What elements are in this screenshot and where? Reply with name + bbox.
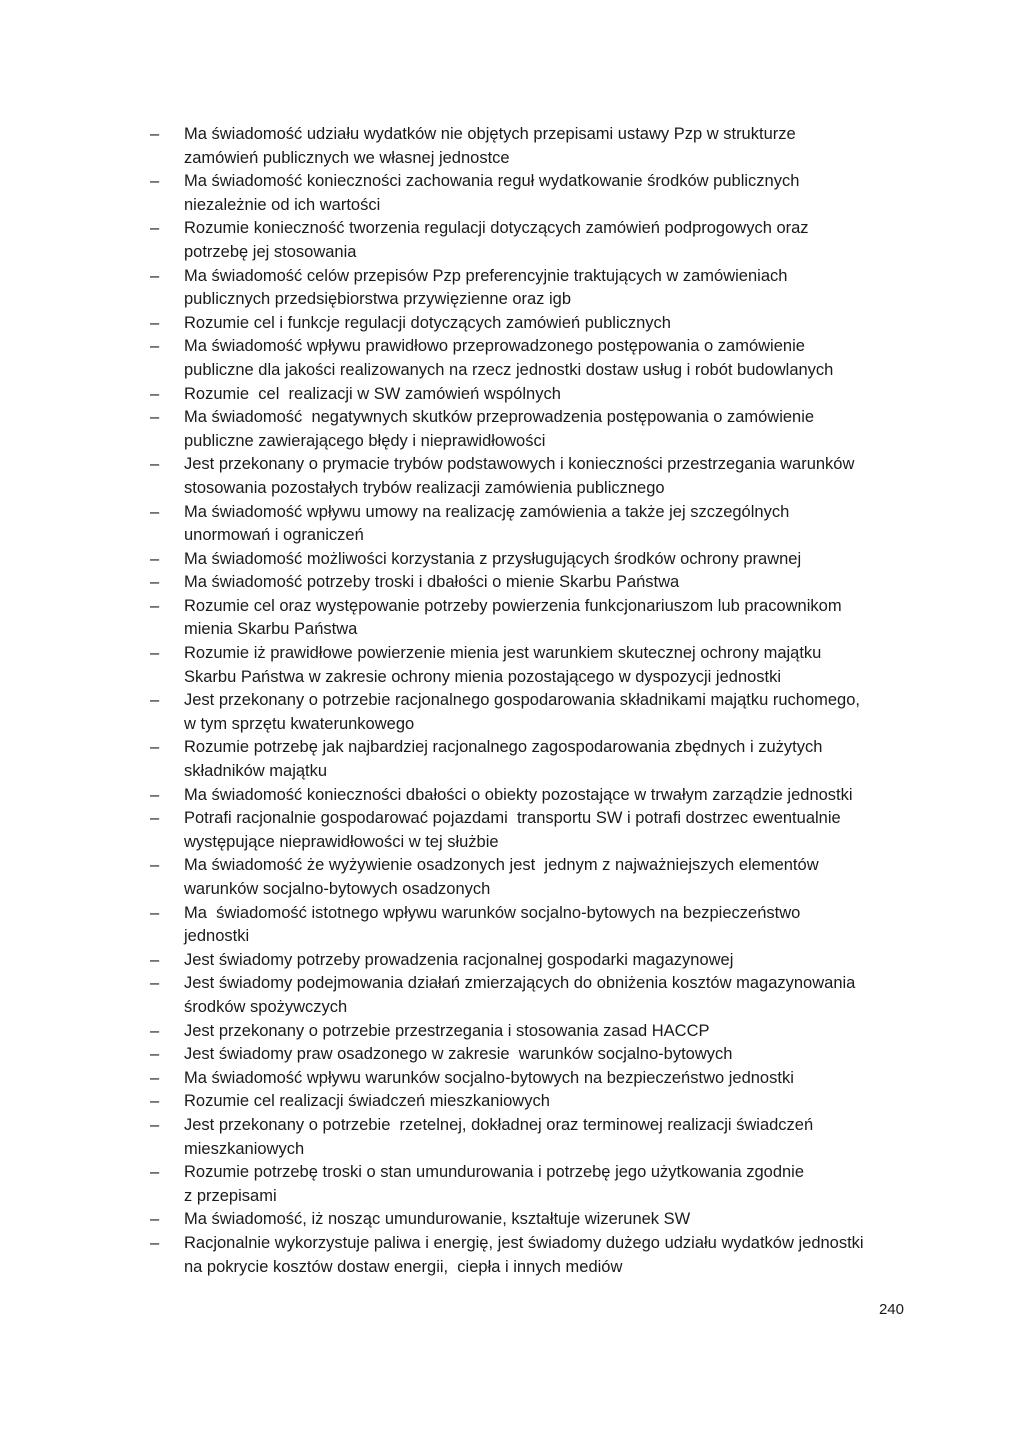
bullet-dash: –: [150, 596, 160, 615]
bullet-dash: –: [150, 903, 160, 922]
list-item-text: Rozumie potrzebę jak najbardziej racjonalnego zagospodarowania zbędnych i zużytych składników majątku: [184, 738, 823, 781]
bullet-dash: –: [150, 1021, 160, 1040]
list-item: [150, 1208, 910, 1232]
list-item-text: Ma świadomość wpływu prawidłowo przeprowadzonego postępowania o zamówienie publiczne dla jakości realizowanych na rzecz jednostki dostaw usług i robót budowlanych: [184, 337, 834, 379]
list-item: [150, 1043, 910, 1067]
bullet-list: [150, 123, 910, 1279]
list-item-text: Ma świadomość możliwości korzystania z przysługujących środków ochrony prawnej: [184, 549, 802, 568]
list-item: [150, 784, 910, 808]
list-item: [150, 453, 910, 500]
list-item-text: Jest przekonany o potrzebie przestrzegania i stosowania zasad HACCP: [184, 1021, 710, 1040]
list-item: [150, 383, 910, 407]
bullet-dash: –: [150, 691, 160, 710]
list-item-text: Potrafi racjonalnie gospodarować pojazdami transportu SW i potrafi dostrzec ewentualnie występujące nieprawidłowości w tej służbie: [184, 809, 841, 851]
bullet-dash: –: [150, 455, 160, 474]
list-item-text: Rozumie potrzebę troski o stan umundurowania i potrzebę jego użytkowania zgodnie z przepisami: [184, 1163, 805, 1205]
list-item-text: Jest świadomy potrzeby prowadzenia racjonalnej gospodarki magazynowej: [184, 950, 734, 969]
bullet-dash: –: [150, 502, 160, 521]
bullet-dash: –: [150, 1210, 160, 1229]
list-item-text: Ma świadomość że wyżywienie osadzonych jest jednym z najważniejszych elementów warunków socjalno-bytowych osadzonych: [184, 856, 819, 898]
list-item-text: Rozumie cel oraz występowanie potrzeby powierzenia funkcjonariuszom lub pracownikom mienia Skarbu Państwa: [184, 596, 842, 639]
list-item: [150, 406, 910, 453]
list-item: [150, 1161, 910, 1208]
list-item-text: Ma świadomość potrzeby troski i dbałości o mienie Skarbu Państwa: [184, 573, 680, 592]
bullet-dash: –: [150, 172, 160, 191]
bullet-dash: –: [150, 266, 160, 285]
list-item: [150, 1114, 910, 1161]
bullet-dash: –: [150, 313, 160, 332]
list-item-text: Jest świadomy praw osadzonego w zakresie warunków socjalno-bytowych: [184, 1045, 733, 1064]
list-item-text: Jest przekonany o potrzebie racjonalnego gospodarowania składnikami majątku ruchomego, w tym sprzętu kwaterunkowego: [184, 691, 860, 733]
list-item-text: Rozumie cel realizacji w SW zamówień wspólnych: [184, 384, 561, 403]
bullet-dash: –: [150, 738, 160, 757]
list-item: [150, 854, 910, 901]
bullet-dash: –: [150, 856, 160, 875]
bullet-dash: –: [150, 1233, 160, 1252]
bullet-dash: –: [150, 785, 160, 804]
bullet-dash: –: [150, 408, 160, 427]
list-item: [150, 807, 910, 854]
list-item-text: Ma świadomość istotnego wpływu warunków socjalno-bytowych na bezpieczeństwo jednostki: [184, 903, 801, 946]
list-item: [150, 642, 910, 689]
bullet-dash: –: [150, 950, 160, 969]
list-item-text: Rozumie iż prawidłowe powierzenie mienia jest warunkiem skutecznej ochrony majątku Skarbu Państwa w zakresie ochrony mienia pozostającego w dyspozycji jednostki: [184, 644, 822, 686]
bullet-dash: –: [150, 644, 160, 663]
list-item-text: Ma świadomość, iż nosząc umundurowanie, kształtuje wizerunek SW: [184, 1210, 691, 1229]
bullet-dash: –: [150, 1045, 160, 1064]
list-item-text: Ma świadomość konieczności zachowania reguł wydatkowanie środków publicznych niezależnie od ich wartości: [184, 172, 800, 214]
bullet-dash: –: [150, 1092, 160, 1111]
list-item: [150, 265, 910, 312]
bullet-dash: –: [150, 1115, 160, 1134]
list-item: [150, 335, 910, 382]
list-item: [150, 902, 910, 949]
list-item: [150, 501, 910, 548]
list-item: [150, 123, 910, 170]
list-item: [150, 689, 910, 736]
bullet-dash: –: [150, 549, 160, 568]
bullet-dash: –: [150, 573, 160, 592]
bullet-dash: –: [150, 125, 160, 143]
list-item: [150, 217, 910, 264]
list-item-text: Ma świadomość wpływu warunków socjalno-bytowych na bezpieczeństwo jednostki: [184, 1068, 794, 1087]
list-item: [150, 1090, 910, 1114]
bullet-dash: –: [150, 974, 160, 993]
list-item: [150, 1020, 910, 1044]
list-item-text: Ma świadomość negatywnych skutków przeprowadzenia postępowania o zamówienie publiczne zawierającego błędy i nieprawidłowości: [184, 408, 815, 450]
list-item: [150, 170, 910, 217]
bullet-dash: –: [150, 809, 160, 828]
list-item: [150, 548, 910, 572]
list-item-text: Ma świadomość celów przepisów Pzp preferencyjnie traktujących w zamówieniach publicznych przedsiębiorstwa przywięzienne oraz igb: [184, 266, 788, 309]
list-item: [150, 312, 910, 336]
list-item-text: Jest świadomy podejmowania działań zmierzających do obniżenia kosztów magazynowania środków spożywczych: [184, 974, 856, 1016]
bullet-dash: –: [150, 384, 160, 403]
list-item: [150, 571, 910, 595]
list-item: [150, 972, 910, 1019]
list-item-text: Rozumie cel i funkcje regulacji dotyczących zamówień publicznych: [184, 313, 671, 332]
list-item-text: Racjonalnie wykorzystuje paliwa i energię, jest świadomy dużego udziału wydatków jednostki na pokrycie kosztów dostaw energii, ciepła i innych mediów: [184, 1233, 864, 1276]
bullet-dash: –: [150, 219, 160, 238]
list-item-text: Jest przekonany o prymacie trybów podstawowych i konieczności przestrzegania warunków stosowania pozostałych trybów realizacji zamówienia publicznego: [184, 455, 855, 497]
bullet-dash: –: [150, 1163, 160, 1182]
bullet-dash: –: [150, 337, 160, 356]
list-item: [150, 949, 910, 973]
list-item-text: Rozumie cel realizacji świadczeń mieszkaniowych: [184, 1092, 550, 1111]
list-item-text: Ma świadomość konieczności dbałości o obiekty pozostające w trwałym zarządzie jednostki: [184, 785, 853, 804]
bullet-dash: –: [150, 1068, 160, 1087]
list-item: [150, 1067, 910, 1091]
list-item-text: Rozumie konieczność tworzenia regulacji dotyczących zamówień podprogowych oraz potrzebę jej stosowania: [184, 219, 809, 261]
page-number: 240: [878, 1301, 904, 1318]
list-item-text: Jest przekonany o potrzebie rzetelnej, dokładnej oraz terminowej realizacji świadczeń mieszkaniowych: [184, 1115, 814, 1158]
list-item: [150, 736, 910, 783]
list-item-text: Ma świadomość udziału wydatków nie objętych przepisami ustawy Pzp w strukturze zamówień publicznych we własnej jednostce: [184, 125, 796, 167]
list-item-text: Ma świadomość wpływu umowy na realizację zamówienia a także jej szczególnych unormowań i ograniczeń: [184, 502, 790, 545]
list-item: [150, 595, 910, 642]
list-item: [150, 1232, 910, 1279]
